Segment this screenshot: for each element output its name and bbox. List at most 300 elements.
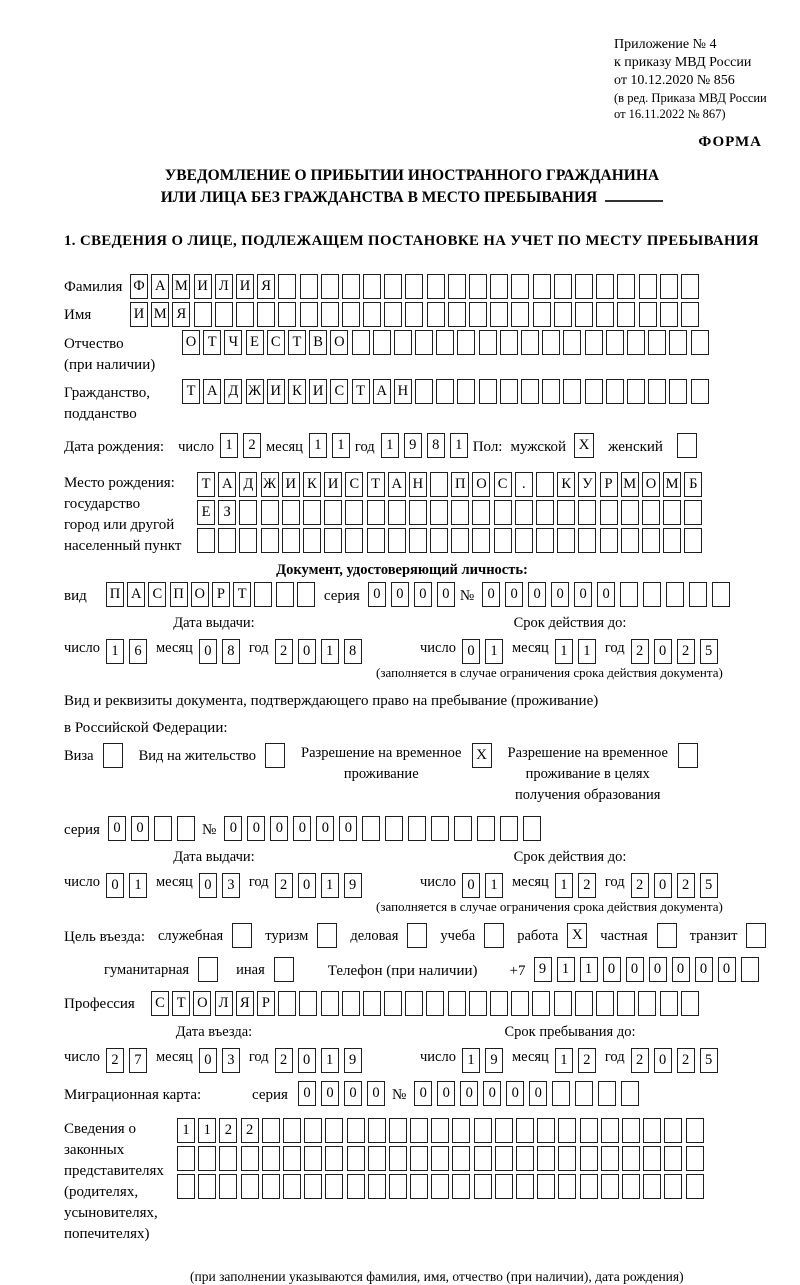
char-box[interactable] (283, 1146, 301, 1171)
char-box[interactable]: 2 (106, 1048, 124, 1073)
birthplace-row3-input[interactable] (197, 528, 706, 553)
char-box[interactable] (516, 1146, 534, 1171)
doc-expiry-year-input[interactable] (631, 639, 723, 664)
char-box[interactable]: И (324, 472, 342, 497)
char-box[interactable]: 1 (381, 433, 399, 458)
char-box[interactable] (300, 274, 318, 299)
char-box[interactable] (664, 1146, 682, 1171)
char-box[interactable] (681, 991, 699, 1016)
char-box[interactable]: 0 (108, 816, 126, 841)
rvp-issue-month-input[interactable] (199, 873, 245, 898)
char-box[interactable] (494, 528, 512, 553)
char-box[interactable]: А (127, 582, 145, 607)
char-box[interactable]: 0 (654, 873, 672, 898)
char-box[interactable] (283, 1174, 301, 1199)
char-box[interactable]: П (106, 582, 124, 607)
char-box[interactable]: Р (257, 991, 275, 1016)
birth-day-input[interactable] (220, 433, 266, 458)
char-box[interactable]: П (170, 582, 188, 607)
char-box[interactable]: 1 (580, 957, 598, 982)
purpose-transit-checkbox[interactable] (746, 923, 766, 948)
char-box[interactable] (415, 330, 433, 355)
char-box[interactable]: 0 (626, 957, 644, 982)
char-box[interactable]: 3 (222, 1048, 240, 1073)
char-box[interactable] (261, 528, 279, 553)
char-box[interactable] (198, 1146, 216, 1171)
char-box[interactable] (451, 528, 469, 553)
rvp-number-input[interactable] (224, 816, 546, 841)
char-box[interactable] (479, 330, 497, 355)
char-box[interactable]: А (373, 379, 391, 404)
char-box[interactable]: 2 (677, 873, 695, 898)
char-box[interactable] (454, 816, 472, 841)
char-box[interactable] (669, 330, 687, 355)
char-box[interactable]: 0 (462, 873, 480, 898)
char-box[interactable]: М (151, 302, 169, 327)
char-box[interactable]: Т (182, 379, 200, 404)
char-box[interactable] (385, 816, 403, 841)
char-box[interactable]: 5 (700, 639, 718, 664)
char-box[interactable]: С (494, 472, 512, 497)
char-box[interactable] (427, 302, 445, 327)
char-box[interactable]: Т (203, 330, 221, 355)
char-box[interactable] (261, 500, 279, 525)
char-box[interactable] (299, 991, 317, 1016)
char-box[interactable]: 8 (344, 639, 362, 664)
char-box[interactable]: Н (394, 379, 412, 404)
char-box[interactable] (325, 1174, 343, 1199)
char-box[interactable] (666, 582, 684, 607)
char-box[interactable]: 5 (700, 873, 718, 898)
char-box[interactable]: 0 (339, 816, 357, 841)
rvp-expiry-day-input[interactable] (462, 873, 508, 898)
char-box[interactable]: 3 (222, 873, 240, 898)
char-box[interactable] (515, 528, 533, 553)
char-box[interactable] (448, 302, 466, 327)
char-box[interactable] (639, 274, 657, 299)
char-box[interactable]: 0 (460, 1081, 478, 1106)
char-box[interactable]: Б (684, 472, 702, 497)
char-box[interactable] (368, 1174, 386, 1199)
char-box[interactable] (347, 1146, 365, 1171)
char-box[interactable] (585, 330, 603, 355)
rvp-issue-year-input[interactable] (275, 873, 367, 898)
char-box[interactable]: 2 (275, 873, 293, 898)
char-box[interactable]: 1 (557, 957, 575, 982)
char-box[interactable]: 0 (597, 582, 615, 607)
char-box[interactable] (262, 1174, 280, 1199)
char-box[interactable] (558, 1174, 576, 1199)
char-box[interactable] (384, 274, 402, 299)
char-box[interactable] (362, 816, 380, 841)
birthplace-row1-input[interactable] (197, 472, 706, 497)
char-box[interactable]: 0 (506, 1081, 524, 1106)
char-box[interactable]: 0 (247, 816, 265, 841)
char-box[interactable]: 0 (654, 639, 672, 664)
char-box[interactable]: 1 (198, 1118, 216, 1143)
char-box[interactable]: И (194, 274, 212, 299)
char-box[interactable] (596, 302, 614, 327)
char-box[interactable] (684, 500, 702, 525)
char-box[interactable] (664, 1174, 682, 1199)
char-box[interactable]: 0 (199, 873, 217, 898)
char-box[interactable] (384, 302, 402, 327)
char-box[interactable] (622, 1174, 640, 1199)
char-box[interactable] (621, 1081, 639, 1106)
temp-residence-checkbox[interactable]: X (472, 743, 492, 768)
char-box[interactable]: 1 (177, 1118, 195, 1143)
char-box[interactable]: С (148, 582, 166, 607)
char-box[interactable]: И (267, 379, 285, 404)
char-box[interactable]: 1 (309, 433, 327, 458)
birth-month-input[interactable] (309, 433, 355, 458)
char-box[interactable] (241, 1174, 259, 1199)
char-box[interactable]: 0 (649, 957, 667, 982)
char-box[interactable] (215, 302, 233, 327)
char-box[interactable] (686, 1174, 704, 1199)
char-box[interactable]: 0 (270, 816, 288, 841)
char-box[interactable]: Т (233, 582, 251, 607)
residence-permit-checkbox[interactable] (265, 743, 285, 768)
char-box[interactable]: О (191, 582, 209, 607)
char-box[interactable] (660, 274, 678, 299)
char-box[interactable]: 7 (129, 1048, 147, 1073)
char-box[interactable] (262, 1146, 280, 1171)
rvp-issue-day-input[interactable] (106, 873, 152, 898)
char-box[interactable] (648, 379, 666, 404)
char-box[interactable]: 8 (222, 639, 240, 664)
char-box[interactable] (617, 991, 635, 1016)
char-box[interactable] (606, 330, 624, 355)
char-box[interactable]: О (193, 991, 211, 1016)
char-box[interactable]: 1 (485, 873, 503, 898)
char-box[interactable] (367, 500, 385, 525)
char-box[interactable] (643, 1146, 661, 1171)
char-box[interactable] (177, 1146, 195, 1171)
char-box[interactable]: 2 (631, 639, 649, 664)
char-box[interactable] (408, 816, 426, 841)
char-box[interactable]: 2 (241, 1118, 259, 1143)
char-box[interactable] (469, 991, 487, 1016)
char-box[interactable]: С (267, 330, 285, 355)
char-box[interactable]: А (218, 472, 236, 497)
char-box[interactable] (448, 274, 466, 299)
char-box[interactable]: Т (172, 991, 190, 1016)
phone-input[interactable] (534, 957, 764, 982)
char-box[interactable] (516, 1174, 534, 1199)
char-box[interactable] (373, 330, 391, 355)
char-box[interactable]: 2 (578, 1048, 596, 1073)
char-box[interactable]: 1 (321, 639, 339, 664)
char-box[interactable] (585, 379, 603, 404)
char-box[interactable] (415, 379, 433, 404)
char-box[interactable] (532, 991, 550, 1016)
char-box[interactable] (303, 500, 321, 525)
char-box[interactable]: О (330, 330, 348, 355)
char-box[interactable] (472, 500, 490, 525)
char-box[interactable] (601, 1174, 619, 1199)
char-box[interactable]: 2 (677, 1048, 695, 1073)
stay-day-input[interactable] (462, 1048, 508, 1073)
char-box[interactable] (533, 274, 551, 299)
char-box[interactable] (691, 379, 709, 404)
char-box[interactable]: О (642, 472, 660, 497)
char-box[interactable] (500, 379, 518, 404)
char-box[interactable] (431, 816, 449, 841)
char-box[interactable] (554, 274, 572, 299)
char-box[interactable] (642, 500, 660, 525)
char-box[interactable] (384, 991, 402, 1016)
char-box[interactable] (345, 500, 363, 525)
purpose-official-checkbox[interactable] (232, 923, 252, 948)
char-box[interactable] (300, 302, 318, 327)
char-box[interactable] (622, 1118, 640, 1143)
char-box[interactable] (575, 274, 593, 299)
char-box[interactable] (537, 1146, 555, 1171)
char-box[interactable] (648, 330, 666, 355)
char-box[interactable] (600, 528, 618, 553)
char-box[interactable] (303, 528, 321, 553)
char-box[interactable] (479, 379, 497, 404)
char-box[interactable]: 0 (368, 582, 386, 607)
char-box[interactable] (389, 1146, 407, 1171)
char-box[interactable]: К (303, 472, 321, 497)
char-box[interactable]: 0 (298, 1048, 316, 1073)
char-box[interactable] (431, 1118, 449, 1143)
char-box[interactable] (474, 1118, 492, 1143)
char-box[interactable] (554, 991, 572, 1016)
char-box[interactable]: 2 (243, 433, 261, 458)
char-box[interactable] (639, 302, 657, 327)
char-box[interactable] (686, 1146, 704, 1171)
char-box[interactable]: 2 (631, 873, 649, 898)
char-box[interactable] (436, 330, 454, 355)
char-box[interactable] (282, 500, 300, 525)
doc-number-input[interactable] (482, 582, 735, 607)
char-box[interactable] (500, 330, 518, 355)
char-box[interactable]: 2 (275, 1048, 293, 1073)
char-box[interactable]: 0 (482, 582, 500, 607)
char-box[interactable] (254, 582, 272, 607)
char-box[interactable] (342, 991, 360, 1016)
char-box[interactable] (239, 500, 257, 525)
char-box[interactable] (278, 302, 296, 327)
char-box[interactable] (558, 1118, 576, 1143)
char-box[interactable] (691, 330, 709, 355)
char-box[interactable] (558, 1146, 576, 1171)
char-box[interactable]: 0 (695, 957, 713, 982)
char-box[interactable]: И (130, 302, 148, 327)
char-box[interactable]: 9 (344, 1048, 362, 1073)
char-box[interactable] (578, 528, 596, 553)
char-box[interactable] (575, 1081, 593, 1106)
char-box[interactable] (557, 500, 575, 525)
char-box[interactable]: Ж (246, 379, 264, 404)
char-box[interactable]: В (309, 330, 327, 355)
char-box[interactable]: Т (367, 472, 385, 497)
char-box[interactable] (660, 302, 678, 327)
char-box[interactable]: 0 (106, 873, 124, 898)
legal-reps-row3-input[interactable] (177, 1174, 707, 1199)
char-box[interactable] (405, 274, 423, 299)
doc-issue-day-input[interactable] (106, 639, 152, 664)
doc-expiry-month-input[interactable] (555, 639, 601, 664)
char-box[interactable] (409, 500, 427, 525)
char-box[interactable] (638, 991, 656, 1016)
doc-expiry-day-input[interactable] (462, 639, 508, 664)
char-box[interactable]: 2 (578, 873, 596, 898)
char-box[interactable] (536, 472, 554, 497)
char-box[interactable]: Д (239, 472, 257, 497)
char-box[interactable]: 1 (450, 433, 468, 458)
char-box[interactable] (430, 472, 448, 497)
char-box[interactable] (194, 302, 212, 327)
char-box[interactable]: 0 (505, 582, 523, 607)
char-box[interactable]: 0 (344, 1081, 362, 1106)
char-box[interactable] (536, 500, 554, 525)
char-box[interactable]: 1 (106, 639, 124, 664)
char-box[interactable]: 9 (404, 433, 422, 458)
char-box[interactable]: А (388, 472, 406, 497)
char-box[interactable]: К (288, 379, 306, 404)
char-box[interactable] (321, 274, 339, 299)
char-box[interactable]: 1 (578, 639, 596, 664)
char-box[interactable]: 5 (700, 1048, 718, 1073)
char-box[interactable]: 0 (672, 957, 690, 982)
char-box[interactable] (712, 582, 730, 607)
char-box[interactable]: 9 (485, 1048, 503, 1073)
char-box[interactable]: 1 (332, 433, 350, 458)
char-box[interactable] (580, 1146, 598, 1171)
char-box[interactable] (596, 991, 614, 1016)
char-box[interactable]: Д (224, 379, 242, 404)
char-box[interactable]: Р (600, 472, 618, 497)
char-box[interactable] (554, 302, 572, 327)
char-box[interactable]: 1 (485, 639, 503, 664)
char-box[interactable]: 1 (321, 1048, 339, 1073)
char-box[interactable] (494, 500, 512, 525)
char-box[interactable] (452, 1118, 470, 1143)
char-box[interactable] (347, 1174, 365, 1199)
char-box[interactable]: Я (172, 302, 190, 327)
char-box[interactable] (405, 302, 423, 327)
char-box[interactable] (627, 330, 645, 355)
char-box[interactable]: 0 (529, 1081, 547, 1106)
entry-month-input[interactable] (199, 1048, 245, 1073)
char-box[interactable]: И (282, 472, 300, 497)
char-box[interactable] (394, 330, 412, 355)
legal-reps-row2-input[interactable] (177, 1146, 707, 1171)
doc-kind-input[interactable] (106, 582, 318, 607)
char-box[interactable] (324, 500, 342, 525)
char-box[interactable] (451, 500, 469, 525)
char-box[interactable]: Е (197, 500, 215, 525)
char-box[interactable] (660, 991, 678, 1016)
migcard-number-input[interactable] (414, 1081, 644, 1106)
char-box[interactable] (663, 500, 681, 525)
purpose-other-checkbox[interactable] (274, 957, 294, 982)
char-box[interactable] (219, 1146, 237, 1171)
char-box[interactable] (410, 1174, 428, 1199)
char-box[interactable]: 1 (220, 433, 238, 458)
char-box[interactable] (276, 582, 294, 607)
char-box[interactable] (321, 991, 339, 1016)
char-box[interactable] (542, 379, 560, 404)
char-box[interactable] (241, 1146, 259, 1171)
char-box[interactable] (431, 1174, 449, 1199)
char-box[interactable] (352, 330, 370, 355)
char-box[interactable] (643, 1174, 661, 1199)
char-box[interactable] (490, 991, 508, 1016)
legal-reps-row1-input[interactable] (177, 1118, 707, 1143)
char-box[interactable] (367, 528, 385, 553)
purpose-private-checkbox[interactable] (657, 923, 677, 948)
char-box[interactable] (521, 330, 539, 355)
char-box[interactable]: Т (288, 330, 306, 355)
char-box[interactable]: Л (215, 274, 233, 299)
char-box[interactable] (345, 528, 363, 553)
char-box[interactable] (469, 274, 487, 299)
char-box[interactable] (689, 582, 707, 607)
char-box[interactable]: 1 (462, 1048, 480, 1073)
char-box[interactable] (617, 302, 635, 327)
char-box[interactable] (511, 991, 529, 1016)
char-box[interactable] (681, 302, 699, 327)
char-box[interactable]: К (557, 472, 575, 497)
char-box[interactable] (516, 1118, 534, 1143)
char-box[interactable] (578, 500, 596, 525)
char-box[interactable]: 9 (344, 873, 362, 898)
char-box[interactable] (363, 302, 381, 327)
purpose-work-checkbox[interactable]: X (567, 923, 587, 948)
char-box[interactable]: П (451, 472, 469, 497)
char-box[interactable]: О (472, 472, 490, 497)
char-box[interactable] (598, 1081, 616, 1106)
char-box[interactable] (580, 1118, 598, 1143)
char-box[interactable]: 0 (316, 816, 334, 841)
char-box[interactable] (537, 1174, 555, 1199)
char-box[interactable] (601, 1118, 619, 1143)
char-box[interactable] (325, 1118, 343, 1143)
char-box[interactable] (741, 957, 759, 982)
doc-issue-year-input[interactable] (275, 639, 367, 664)
char-box[interactable] (511, 302, 529, 327)
char-box[interactable]: М (663, 472, 681, 497)
char-box[interactable]: Т (197, 472, 215, 497)
char-box[interactable] (427, 274, 445, 299)
char-box[interactable] (681, 274, 699, 299)
char-box[interactable] (177, 1174, 195, 1199)
char-box[interactable]: 0 (298, 639, 316, 664)
char-box[interactable]: 0 (298, 873, 316, 898)
char-box[interactable]: М (621, 472, 639, 497)
char-box[interactable] (198, 1174, 216, 1199)
char-box[interactable]: 1 (129, 873, 147, 898)
char-box[interactable] (321, 302, 339, 327)
char-box[interactable] (282, 528, 300, 553)
char-box[interactable] (601, 1146, 619, 1171)
char-box[interactable]: С (330, 379, 348, 404)
char-box[interactable] (262, 1118, 280, 1143)
doc-series-input[interactable] (368, 582, 460, 607)
patronymic-input[interactable] (182, 330, 712, 355)
char-box[interactable]: 0 (462, 639, 480, 664)
char-box[interactable]: 1 (555, 1048, 573, 1073)
char-box[interactable] (389, 1118, 407, 1143)
char-box[interactable]: И (236, 274, 254, 299)
char-box[interactable]: А (151, 274, 169, 299)
char-box[interactable]: З (218, 500, 236, 525)
